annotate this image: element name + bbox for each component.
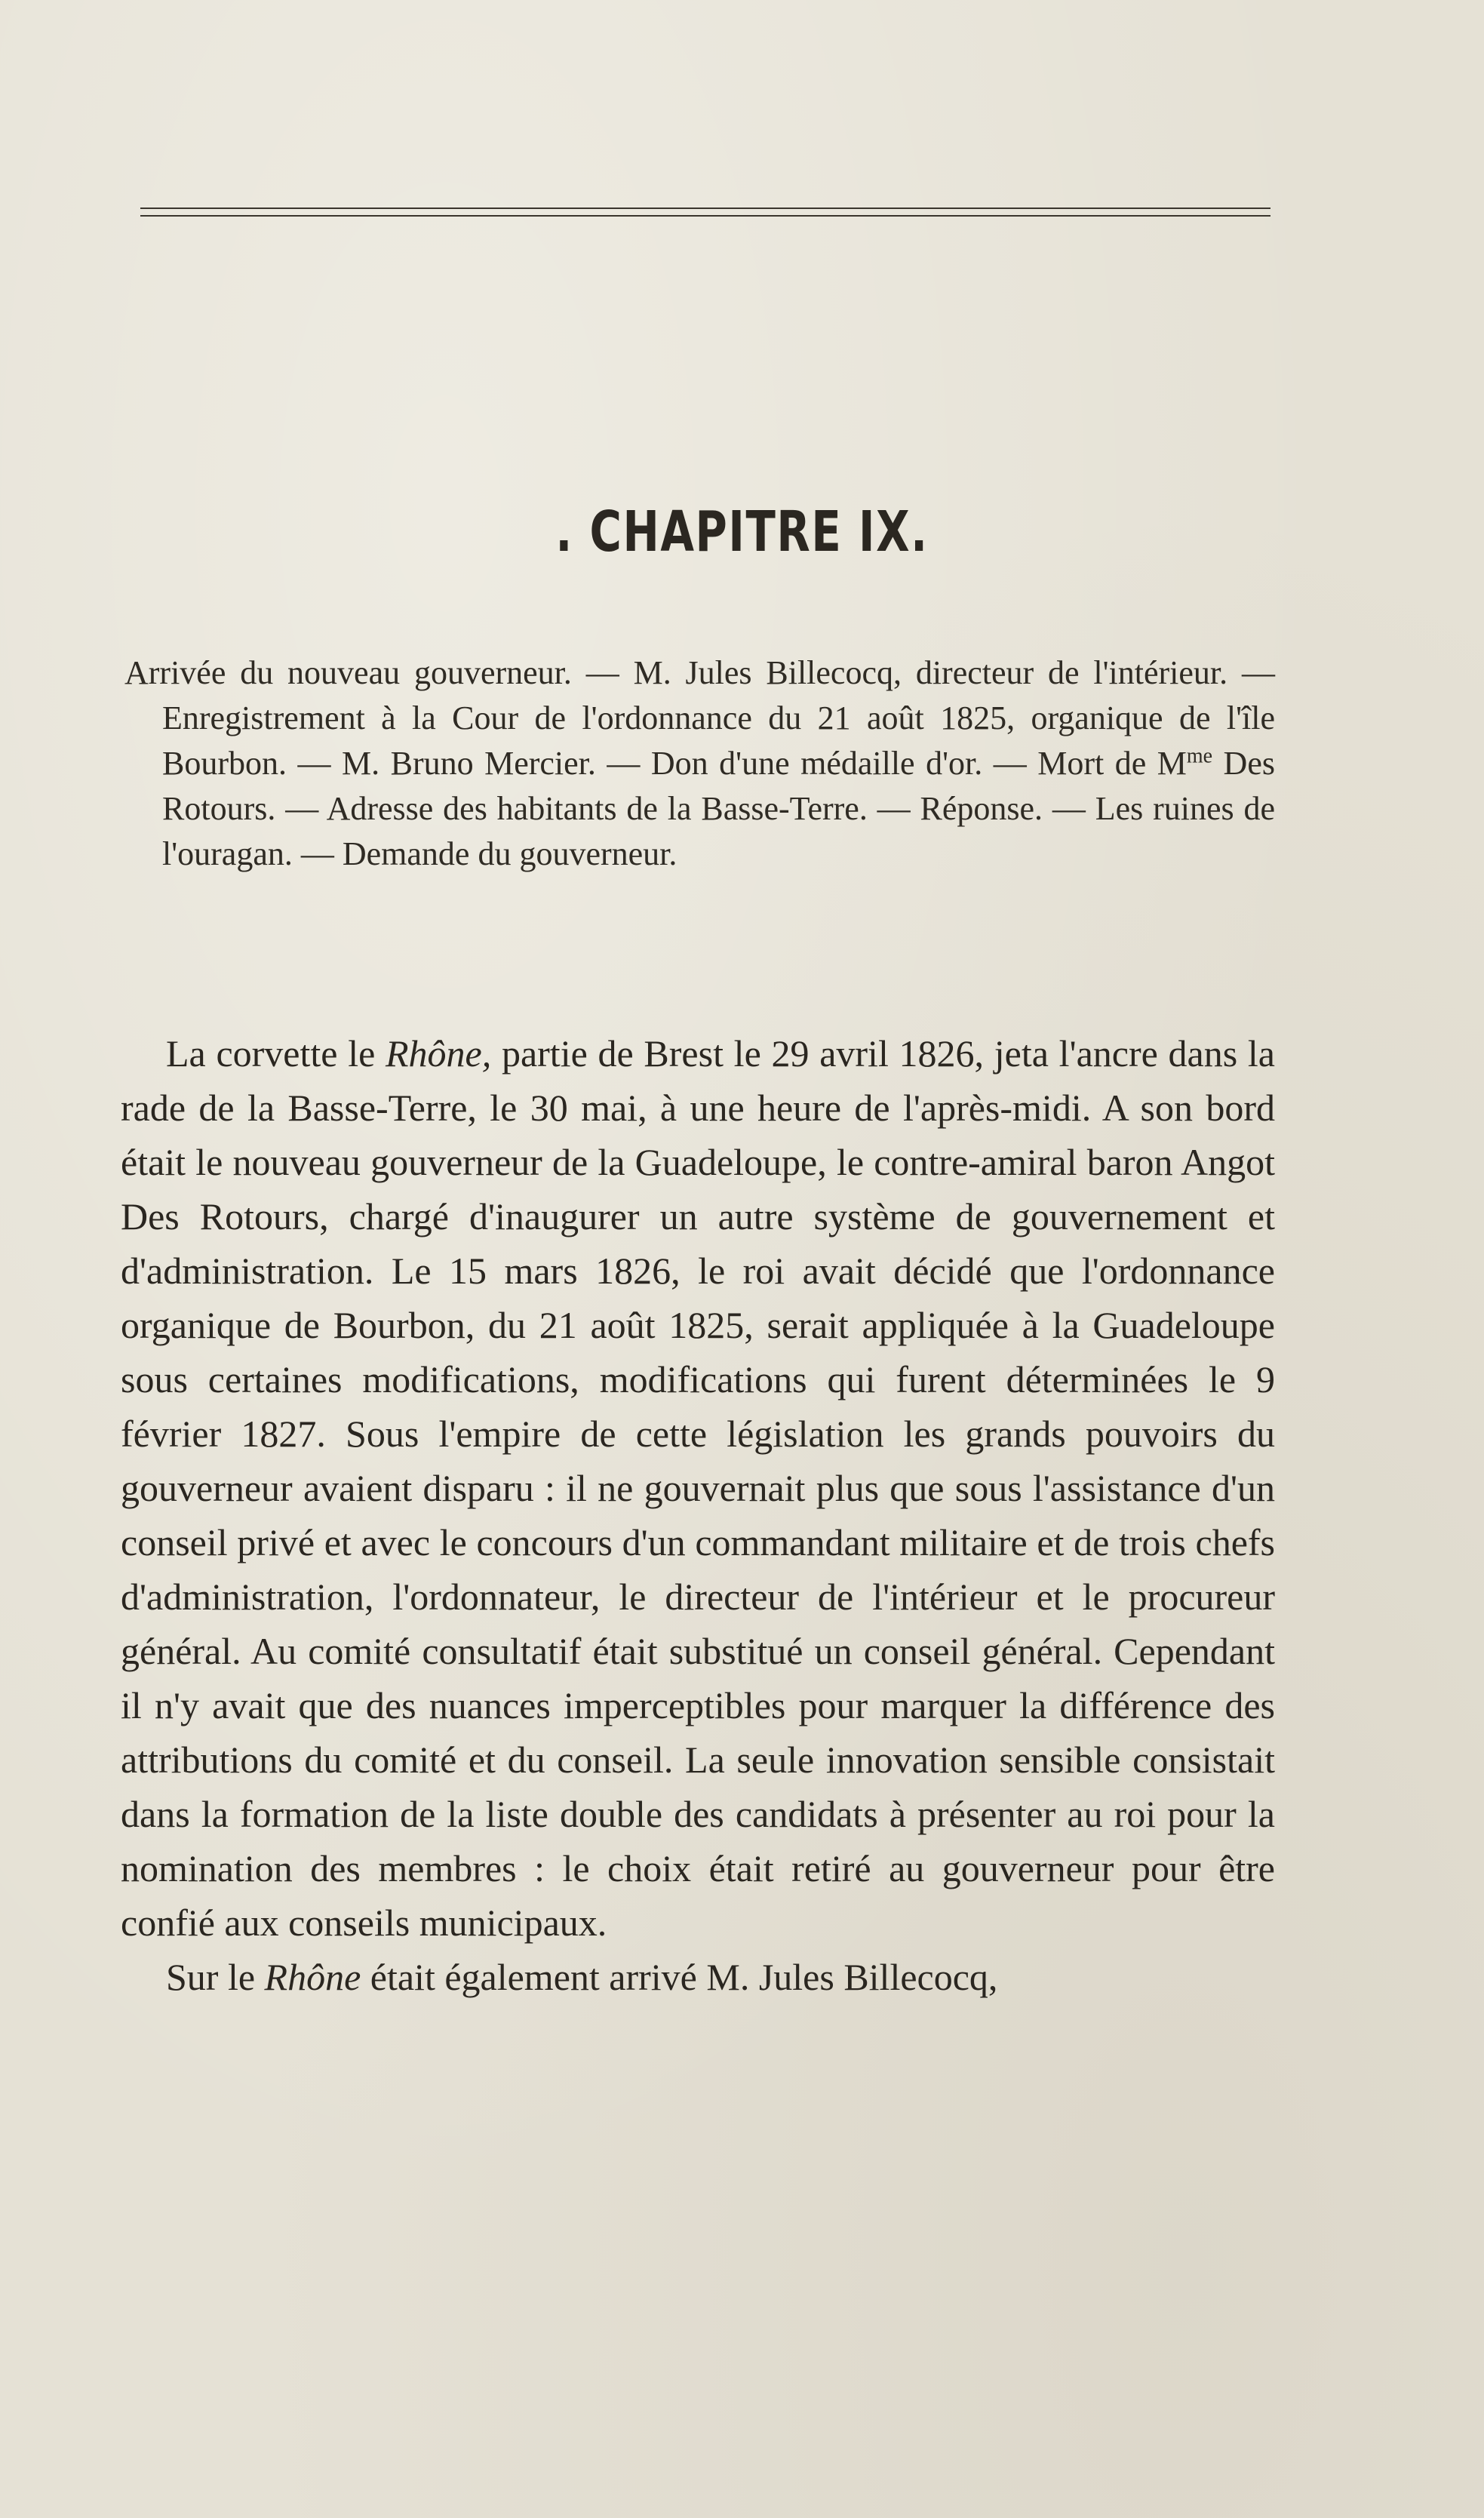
summary-text-start: Arrivée du nouveau gouverneur. — M. Jules Billecocq, directeur de l'intérieur. — Enregistrement à la Cour de l'ordonnance du 21 août 1825, organique de l'île Bourbon. — M. Bruno Mercier. — Don d'une médaille d'or. — Mort de M [124,654,1275,782]
p1-start: La corvette le [166,1032,386,1075]
chapter-summary [124,650,1275,877]
summary-text-end: Des Rotours. — Adresse des habitants de la Basse-Terre. — Réponse. — Les ruines de l'ouragan. — Demande du gouverneur. [162,745,1275,872]
chapter-title: . CHAPITRE IX. [555,500,929,564]
p2-start: Sur le [166,1956,265,1998]
p1-rest: partie de Brest le 29 avril 1826, jeta l'ancre dans la rade de la Basse-Terre, le 30 mai, à une heure de l'après-midi. A son bord était le nouveau gouverneur de la Guadeloupe, le contre-amiral baron Angot Des Rotours, chargé d'inaugurer un autre système de gouvernement et d'administration. Le 15 mars 1826, le roi avait décidé que l'ordonnance organique de Bourbon, du 21 août 1825, serait appliquée à la Guadeloupe sous certaines modifications, modifications qui furent déterminées le 9 février 1827. Sous l'empire de cette législation les grands pouvoirs du gouverneur avaient disparu : il ne gouvernait plus que sous l'assistance d'un conseil privé et avec le concours d'un commandant militaire et de trois chefs d'administration, l'ordonnateur, le directeur de l'intérieur et le procureur général. Au comité consultatif était substitué un conseil général. Cependant il n'y avait que des nuances imperceptibles pour marquer la différence des attributions du comité et du conseil. La seule innovation sensible consistait dans la formation de la liste double des candidats à présenter au roi pour la nomination des membres : le choix était retiré au gouverneur pour être confié aux conseils municipaux. [121,1032,1275,1944]
body-paragraph-2 [121,1950,1275,2004]
summary-superscript: me [1186,744,1213,768]
summary-paragraph [124,650,1275,877]
p1-ship-name: Rhône, [386,1032,492,1075]
chapter-body [121,1026,1275,2004]
p2-rest: était également arrivé M. Jules Billecocq, [361,1956,998,1998]
p2-ship-name: Rhône [264,1956,361,1998]
body-paragraph-1 [121,1026,1275,1950]
header-double-rule [140,208,1270,217]
